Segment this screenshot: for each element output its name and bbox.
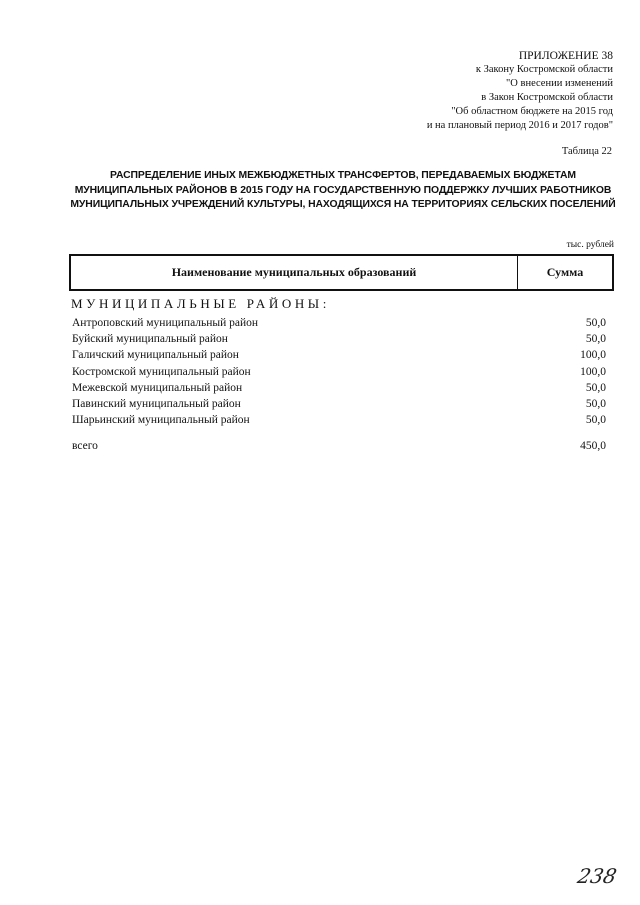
column-header-name: Наименование муниципальных образований bbox=[71, 256, 518, 289]
table-number: Таблица 22 bbox=[561, 146, 612, 157]
table-body bbox=[72, 315, 612, 428]
row-value: 50,0 bbox=[585, 397, 606, 410]
appendix-header bbox=[427, 49, 613, 133]
total-row bbox=[72, 440, 612, 452]
appendix-title: ПРИЛОЖЕНИЕ 38 bbox=[518, 50, 613, 62]
row-name: Костромской муниципальный район bbox=[72, 365, 251, 378]
document-heading: РАСПРЕДЕЛЕНИЕ ИНЫХ МЕЖБЮДЖЕТНЫХ ТРАНСФЕРТОВ, ПЕРЕДАВАЕМЫХ БЮДЖЕТАМ МУНИЦИПАЛЬНЫХ РАЙОНОВ В 2015 ГОДУ НА ГОСУДАРСТВЕННУЮ ПОДДЕРЖКУ ЛУЧШИХ РАБОТНИКОВ МУНИЦИПАЛЬНЫХ УЧРЕЖДЕНИЙ КУЛЬТУРЫ, НАХОДЯЩИХСЯ НА ТЕРРИТОРИЯХ СЕЛЬСКИХ ПОСЕЛЕНИЙ bbox=[70, 170, 616, 210]
appendix-line: "О внесении изменений bbox=[506, 78, 613, 89]
table-row bbox=[72, 347, 612, 363]
section-title: МУНИЦИПАЛЬНЫЕ РАЙОНЫ: bbox=[71, 296, 330, 311]
table-header bbox=[69, 254, 614, 291]
row-name: Шарьинский муниципальный район bbox=[72, 414, 250, 427]
row-name: Антроповский муниципальный район bbox=[72, 317, 259, 329]
row-value: 100,0 bbox=[580, 365, 606, 378]
appendix-line: "Об областном бюджете на 2015 год bbox=[451, 106, 613, 117]
table-row bbox=[72, 412, 612, 428]
row-name: Павинский муниципальный район bbox=[72, 397, 241, 410]
appendix-line: в Закон Костромской области bbox=[481, 92, 613, 103]
row-value: 50,0 bbox=[585, 317, 606, 329]
units-label: тыс. рублей bbox=[566, 240, 614, 250]
row-name: Межевской муниципальный район bbox=[72, 381, 243, 394]
appendix-line: к Закону Костромской области bbox=[475, 64, 613, 75]
column-header-sum: Сумма bbox=[546, 265, 584, 279]
row-name: Галичский муниципальный район bbox=[72, 349, 239, 362]
row-value: 50,0 bbox=[585, 333, 606, 346]
total-value: 450,0 bbox=[580, 440, 606, 452]
total-label: всего bbox=[72, 440, 98, 452]
row-name: Буйский муниципальный район bbox=[72, 333, 228, 346]
table-row bbox=[72, 396, 612, 412]
page-number: 238 bbox=[575, 864, 619, 888]
table-row bbox=[72, 364, 612, 380]
table-row bbox=[72, 331, 612, 347]
row-value: 50,0 bbox=[585, 381, 606, 394]
appendix-line: и на плановый период 2016 и 2017 годов" bbox=[426, 120, 613, 131]
table-row bbox=[72, 315, 612, 331]
row-value: 50,0 bbox=[585, 414, 606, 427]
row-value: 100,0 bbox=[580, 349, 606, 362]
table-row bbox=[72, 380, 612, 396]
